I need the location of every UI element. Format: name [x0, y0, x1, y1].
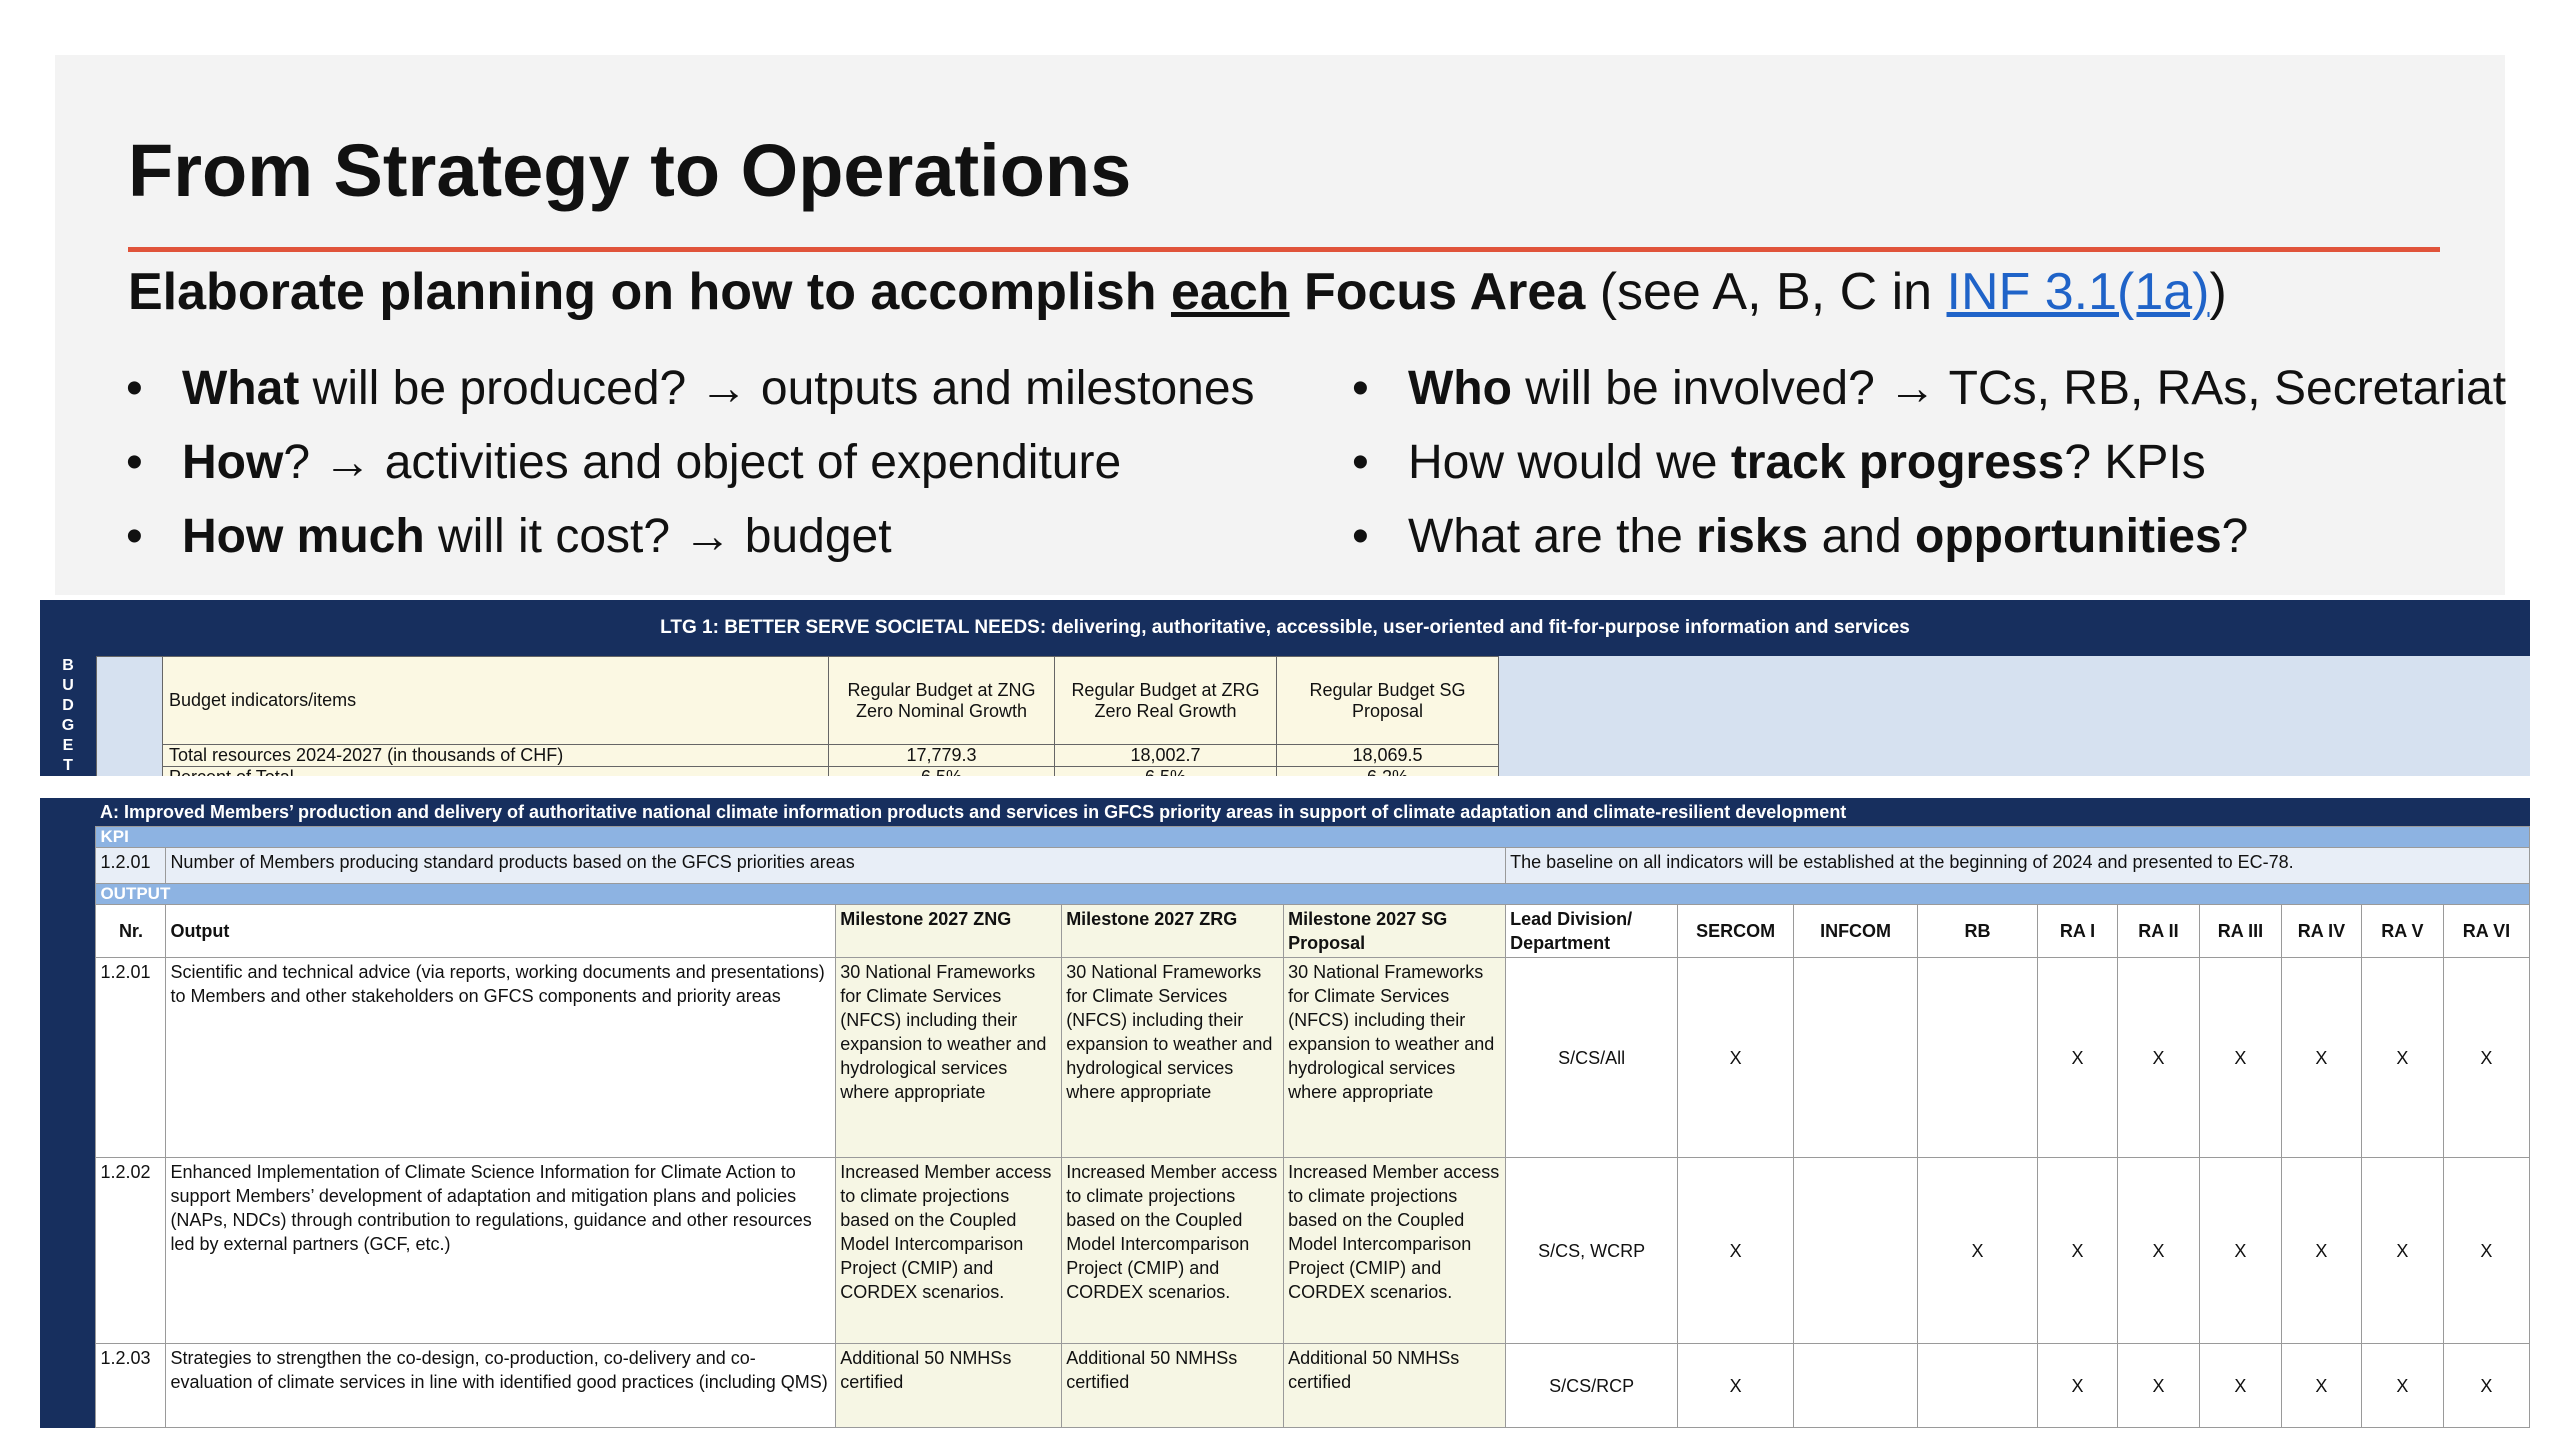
row-ra3: X: [2199, 1158, 2281, 1344]
table-row: [40, 1344, 2530, 1428]
budget-row-label: Total resources 2024-2027 (in thousands of CHF): [163, 745, 829, 767]
slide-subtitle: [128, 262, 2227, 322]
row-ra5: X: [2361, 1344, 2443, 1428]
col-header-ra6: RA VI: [2443, 905, 2529, 958]
col-header-milestone-sg: Milestone 2027 SG Proposal: [1284, 905, 1506, 958]
focus-area-title: A: Improved Members’ production and delivery of authoritative national climate information products and services in GFCS priority areas in support of climate adaptation and climate-resilient development: [96, 798, 2530, 827]
kpi-number: 1.2.01: [96, 848, 166, 884]
table-row: [40, 958, 2530, 1158]
row-ra4: X: [2281, 1158, 2361, 1344]
budget-col-zrg: Regular Budget at ZRG Zero Real Growth: [1055, 657, 1277, 745]
row-nr: 1.2.02: [96, 1158, 166, 1344]
row-ra4: X: [2281, 1344, 2361, 1428]
row-milestone-zrg: Additional 50 NMHSs certified: [1062, 1344, 1284, 1428]
kpi-baseline: The baseline on all indicators will be established at the beginning of 2024 and presented to EC-78.: [1506, 848, 2530, 884]
row-sercom: X: [1678, 1158, 1794, 1344]
bullet-list-right: [1352, 352, 2506, 574]
inf-link[interactable]: INF 3.1(1a): [1946, 263, 2210, 321]
col-header-ra2: RA II: [2117, 905, 2199, 958]
row-ra2: X: [2117, 958, 2199, 1158]
row-infcom: [1794, 1344, 1918, 1428]
row-milestone-zng: 30 National Frameworks for Climate Services (NFCS) including their expansion to weather and hydrological services where appropriate: [836, 958, 1062, 1158]
row-ra6: X: [2443, 1158, 2529, 1344]
budget-table: [96, 656, 1499, 789]
bullet-item: • Who will be involved? → TCs, RB, RAs, Secretariat: [1352, 352, 2506, 426]
budget-value: 18,069.5: [1277, 745, 1499, 767]
col-header-nr: Nr.: [96, 905, 166, 958]
budget-side-label: B U D G E T: [40, 656, 96, 776]
bullet-item: • How would we track progress? KPIs: [1352, 426, 2506, 500]
row-ra5: X: [2361, 1158, 2443, 1344]
row-nr: 1.2.03: [96, 1344, 166, 1428]
table-row: [40, 1158, 2530, 1344]
row-infcom: [1794, 958, 1918, 1158]
budget-value: 18,002.7: [1055, 745, 1277, 767]
row-milestone-zng: Increased Member access to climate projections based on the Coupled Model Intercomparison Project (CMIP) and CORDEX scenarios.: [836, 1158, 1062, 1344]
col-header-ra3: RA III: [2199, 905, 2281, 958]
kpi-band: KPI: [96, 827, 2530, 848]
budget-blank-cell: [97, 657, 163, 789]
row-ra6: X: [2443, 958, 2529, 1158]
row-output: Scientific and technical advice (via reports, working documents and presentations) to Members and other stakeholders on GFCS components and priority areas: [166, 958, 836, 1158]
row-rb: [1918, 958, 2038, 1158]
subtitle-underlined: each: [1170, 263, 1290, 321]
bullet-item: • How much will it cost? → budget: [126, 500, 1255, 574]
row-milestone-sg: 30 National Frameworks for Climate Services (NFCS) including their expansion to weather and hydrological services where appropriate: [1284, 958, 1506, 1158]
row-output: Strategies to strengthen the co-design, co-production, co-delivery and co-evaluation of climate services in line with identified good practices (including QMS): [166, 1344, 836, 1428]
row-ra1: X: [2038, 1158, 2118, 1344]
row-sercom: X: [1678, 958, 1794, 1158]
bullet-item: • What will be produced? → outputs and milestones: [126, 352, 1255, 426]
budget-value: 17,779.3: [829, 745, 1055, 767]
left-side-bar: [40, 798, 96, 1428]
col-header-ra4: RA IV: [2281, 905, 2361, 958]
row-milestone-sg: Additional 50 NMHSs certified: [1284, 1344, 1506, 1428]
bullet-list-left: [126, 352, 1255, 574]
budget-col-zng: Regular Budget at ZNG Zero Nominal Growth: [829, 657, 1055, 745]
col-header-infcom: INFCOM: [1794, 905, 1918, 958]
section-gap: [40, 776, 2530, 798]
row-rb: [1918, 1344, 2038, 1428]
row-milestone-sg: Increased Member access to climate projections based on the Coupled Model Intercomparison Project (CMIP) and CORDEX scenarios.: [1284, 1158, 1506, 1344]
title-underline: [128, 247, 2440, 252]
subtitle-close: ): [2209, 263, 2227, 321]
col-header-sercom: SERCOM: [1678, 905, 1794, 958]
row-sercom: X: [1678, 1344, 1794, 1428]
row-lead: S/CS/RCP: [1506, 1344, 1678, 1428]
row-ra5: X: [2361, 958, 2443, 1158]
row-output: Enhanced Implementation of Climate Science Information for Climate Action to support Members’ development of adaptation and mitigation plans and policies (NAPs, NDCs) through contribution to regulations, guidance and other resources led by external partners (GCF, etc.): [166, 1158, 836, 1344]
row-milestone-zrg: 30 National Frameworks for Climate Services (NFCS) including their expansion to weather and hydrological services where appropriate: [1062, 958, 1284, 1158]
row-ra6: X: [2443, 1344, 2529, 1428]
output-band: OUTPUT: [96, 884, 2530, 905]
row-ra2: X: [2117, 1158, 2199, 1344]
col-header-milestone-zng: Milestone 2027 ZNG: [836, 905, 1062, 958]
subtitle-bold: Elaborate planning on how to accomplish: [128, 263, 1171, 321]
kpi-text: Number of Members producing standard products based on the GFCS priorities areas: [166, 848, 1506, 884]
col-header-lead: Lead Division/ Department: [1506, 905, 1678, 958]
col-header-ra5: RA V: [2361, 905, 2443, 958]
row-ra1: X: [2038, 1344, 2118, 1428]
subtitle-bold-after: Focus Area: [1289, 263, 1586, 321]
row-ra3: X: [2199, 958, 2281, 1158]
row-infcom: [1794, 1158, 1918, 1344]
ltg-header: LTG 1: BETTER SERVE SOCIETAL NEEDS: delivering, authoritative, accessible, user-oriented and fit-for-purpose information and services: [40, 600, 2530, 656]
row-rb: X: [1918, 1158, 2038, 1344]
row-milestone-zng: Additional 50 NMHSs certified: [836, 1344, 1062, 1428]
row-lead: S/CS/All: [1506, 958, 1678, 1158]
row-ra2: X: [2117, 1344, 2199, 1428]
subtitle-normal: (see A, B, C in: [1585, 263, 1947, 321]
budget-header-label: Budget indicators/items: [163, 657, 829, 745]
slide-title: From Strategy to Operations: [128, 129, 1132, 212]
bullet-item: • How? → activities and object of expenditure: [126, 426, 1255, 500]
output-table: [40, 798, 2530, 1428]
row-nr: 1.2.01: [96, 958, 166, 1158]
col-header-rb: RB: [1918, 905, 2038, 958]
row-milestone-zrg: Increased Member access to climate projections based on the Coupled Model Intercomparison Project (CMIP) and CORDEX scenarios.: [1062, 1158, 1284, 1344]
spreadsheet-excerpt: [40, 600, 2530, 1440]
col-header-ra1: RA I: [2038, 905, 2118, 958]
bullet-item: • What are the risks and opportunities?: [1352, 500, 2506, 574]
row-ra1: X: [2038, 958, 2118, 1158]
col-header-output: Output: [166, 905, 836, 958]
col-header-milestone-zrg: Milestone 2027 ZRG: [1062, 905, 1284, 958]
row-ra4: X: [2281, 958, 2361, 1158]
budget-col-sg: Regular Budget SG Proposal: [1277, 657, 1499, 745]
row-ra3: X: [2199, 1344, 2281, 1428]
row-lead: S/CS, WCRP: [1506, 1158, 1678, 1344]
